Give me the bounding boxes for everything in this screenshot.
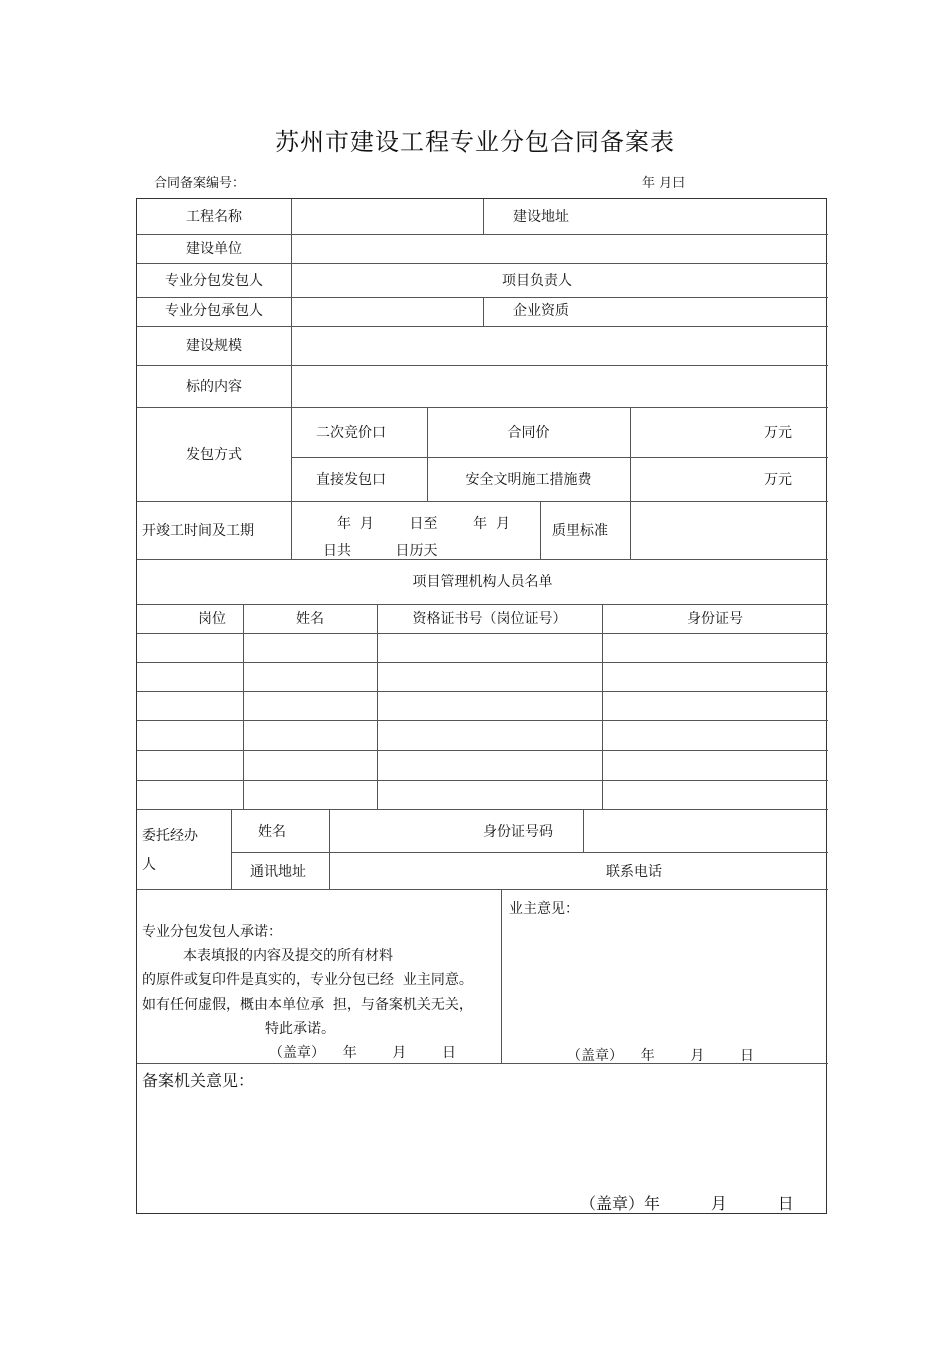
method-direct-option: 直接发包口 <box>316 472 386 488</box>
col-divider <box>483 199 484 234</box>
schedule-label: 开竣工时间及工期 <box>142 523 254 539</box>
col-divider <box>630 501 631 559</box>
row-divider <box>137 407 828 408</box>
contract-price-unit: 万元 <box>764 425 792 441</box>
pledge-line: 特此承诺。 <box>265 1021 335 1037</box>
col-id-header: 身份证号 <box>687 611 743 627</box>
qualification-label: 企业资质 <box>513 303 569 319</box>
row-divider <box>137 691 828 692</box>
agent-phone-label: 联系电话 <box>606 864 662 880</box>
row-divider <box>231 852 828 853</box>
row-divider <box>137 809 828 810</box>
safety-fee-label: 安全文明施工措施费 <box>465 472 592 488</box>
col-divider <box>583 809 584 852</box>
subject-label: 标的内容 <box>186 379 242 395</box>
col-divider <box>243 604 244 809</box>
row-divider <box>137 780 828 781</box>
col-divider <box>540 501 541 559</box>
agent-name-label: 姓名 <box>258 824 286 840</box>
row-divider <box>137 234 828 235</box>
project-manager-label: 项目负责人 <box>502 273 572 289</box>
owner-seal-date: （盖章） 年 月 日 <box>567 1048 755 1064</box>
filing-seal-date: （盖章）年 月 日 <box>580 1194 794 1213</box>
agent-address-label: 通讯地址 <box>250 864 306 880</box>
staff-section-title: 项目管理机构人员名单 <box>412 574 553 590</box>
method-label: 发包方式 <box>186 447 242 463</box>
contractor-label: 专业分包发包人 <box>165 273 263 289</box>
col-divider <box>483 297 484 326</box>
col-divider <box>602 604 603 809</box>
row-divider <box>137 604 828 605</box>
contract-price-label: 合同价 <box>507 425 550 441</box>
scale-label: 建设规模 <box>186 338 242 354</box>
row-divider <box>137 263 828 264</box>
row-divider <box>137 501 828 502</box>
row-divider <box>291 457 828 458</box>
col-post-header: 岗位 <box>198 611 226 627</box>
quality-label: 质里标准 <box>552 523 608 539</box>
filing-opinion-label: 备案机关意见： <box>142 1071 255 1090</box>
site-address-label: 建设地址 <box>513 209 569 225</box>
row-divider <box>137 559 828 560</box>
builder-label: 建设单位 <box>186 241 242 257</box>
record-form <box>136 198 827 1214</box>
row-divider <box>137 750 828 751</box>
col-divider <box>231 809 232 889</box>
pledge-line: 本表填报的内容及提交的所有材料 <box>183 948 393 964</box>
pledge-line: 如有任何虚假，概由本单位承 担，与备案机关无关， <box>142 997 473 1013</box>
col-divider <box>291 199 292 559</box>
row-divider <box>137 662 828 663</box>
col-divider <box>329 809 330 889</box>
row-divider <box>137 365 828 366</box>
col-divider <box>377 604 378 809</box>
col-divider <box>501 889 502 1063</box>
record-number-label: 合同备案编号： <box>154 176 246 191</box>
date-label: 年 月曰 <box>642 176 686 191</box>
method-bid-option: 二次竞价口 <box>316 425 386 441</box>
row-divider <box>137 633 828 634</box>
agent-id-label: 身份证号码 <box>483 824 553 840</box>
row-divider <box>137 889 828 890</box>
pledge-title: 专业分包发包人承诺： <box>142 924 282 940</box>
schedule-days: 日共 日历天 <box>323 543 438 559</box>
col-divider <box>630 407 631 501</box>
project-name-label: 工程名称 <box>186 209 242 225</box>
agent-label: 委托经办 <box>142 828 198 844</box>
row-divider <box>137 720 828 721</box>
page-title: 苏州市建设工程专业分包合同备案表 <box>275 128 675 156</box>
col-cert-header: 资格证书号（岗位证号） <box>412 611 567 627</box>
agent-label-cont: 人 <box>142 857 156 873</box>
subcontractor-label: 专业分包承包人 <box>165 303 263 319</box>
row-divider <box>137 326 828 327</box>
schedule-dates: 年 月 日至 年 月 <box>337 516 511 532</box>
pledge-seal-date: （盖章） 年 月 日 <box>269 1045 457 1061</box>
owner-opinion-label: 业主意见： <box>509 901 579 917</box>
pledge-line: 的原件或复印件是真实的，专业分包已经 业主同意。 <box>142 972 473 988</box>
safety-fee-unit: 万元 <box>764 472 792 488</box>
col-name-header: 姓名 <box>296 611 324 627</box>
